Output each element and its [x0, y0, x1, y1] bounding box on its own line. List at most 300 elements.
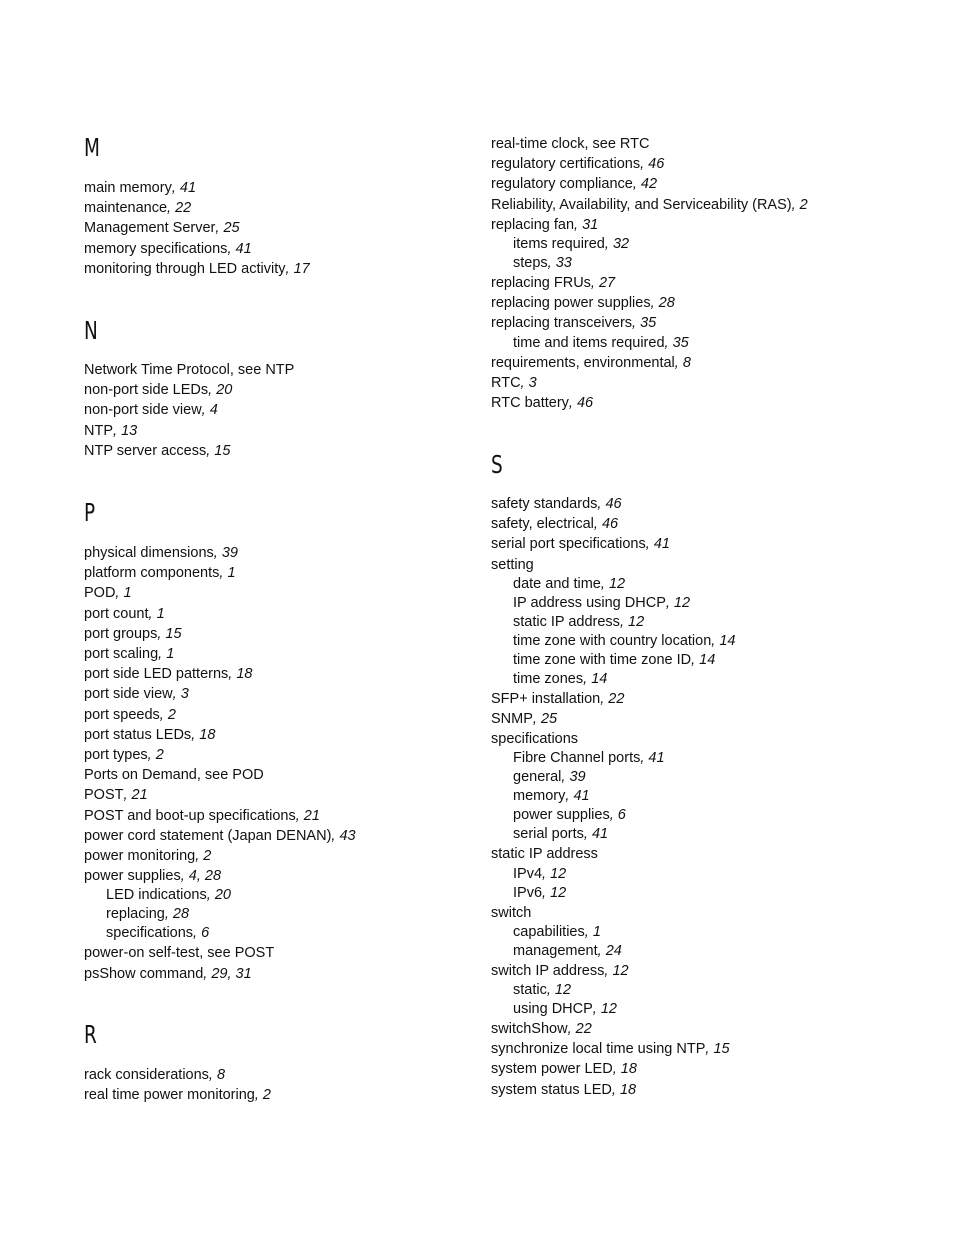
page-reference-link[interactable]: 20	[214, 887, 231, 904]
index-separator: ,	[228, 666, 237, 683]
index-separator: ,	[640, 156, 649, 173]
page-reference-link[interactable]: 43	[339, 827, 356, 844]
index-separator: ,	[158, 646, 167, 663]
index-separator: ,	[171, 180, 180, 196]
index-subentry	[491, 632, 735, 651]
page-reference-link[interactable]: 41	[573, 788, 590, 805]
index-entry	[84, 360, 294, 380]
index-term: power-on self-test, see POST	[84, 945, 275, 962]
index-separator: ,	[208, 1067, 217, 1083]
page-reference-link[interactable]: 41	[179, 180, 197, 196]
page-reference-link[interactable]: 12	[550, 865, 567, 882]
index-separator: ,	[612, 1061, 621, 1078]
page-reference-link[interactable]: 18	[199, 726, 216, 743]
index-term: steps	[513, 255, 548, 272]
index-separator: ,	[113, 422, 122, 439]
page-reference-link[interactable]: 39	[569, 769, 586, 786]
index-separator: ,	[542, 865, 551, 882]
index-separator: ,	[583, 670, 592, 687]
index-term: replacing FRUs	[491, 275, 591, 292]
page-reference-link[interactable]: 29, 31	[211, 965, 252, 982]
index-term: IPv4	[513, 865, 543, 882]
index-separator: ,	[193, 925, 202, 942]
index-separator: ,	[115, 585, 124, 602]
index-separator: ,	[619, 613, 628, 630]
index-entry	[84, 745, 356, 765]
index-entry	[84, 866, 356, 886]
index-term: physical dimensions	[84, 545, 214, 561]
index-term: capabilities	[513, 923, 585, 940]
index-separator: ,	[705, 1041, 714, 1058]
page-reference-link[interactable]: 28	[658, 295, 675, 312]
index-term: Fibre Channel ports	[513, 750, 641, 767]
index-separator: ,	[609, 807, 618, 824]
page-reference-link[interactable]: 27	[598, 275, 616, 292]
index-term: real-time clock, see RTC	[491, 136, 650, 152]
index-separator: ,	[219, 565, 228, 582]
index-separator: ,	[574, 216, 583, 233]
index-entry	[491, 1019, 735, 1039]
page-reference-link[interactable]: 12	[612, 962, 629, 979]
page-reference-link[interactable]: 14	[591, 670, 608, 687]
index-separator: ,	[203, 965, 212, 982]
index-subentry	[491, 787, 735, 806]
index-term: using DHCP	[513, 1001, 593, 1018]
index-term: system power LED	[491, 1061, 613, 1078]
index-term: regulatory certifications	[491, 156, 641, 173]
page-reference-link[interactable]: 39	[221, 545, 238, 561]
page-reference-link[interactable]: 41	[653, 536, 670, 553]
page-reference-link[interactable]: 22	[575, 1021, 592, 1038]
index-separator: ,	[542, 884, 551, 901]
index-term: Management Server	[84, 220, 216, 237]
section-letter-p: P	[84, 498, 96, 527]
page-reference-link[interactable]: 2	[262, 1087, 271, 1104]
index-entry	[491, 1059, 735, 1079]
page-reference-link[interactable]: 1	[156, 605, 165, 622]
index-term: safety, electrical	[491, 516, 594, 533]
index-separator: ,	[600, 690, 609, 707]
index-entry	[491, 393, 808, 413]
index-separator: ,	[600, 575, 609, 592]
index-term: static IP address	[513, 613, 620, 630]
index-separator: ,	[546, 982, 555, 999]
index-separator: ,	[665, 594, 674, 611]
index-subentry	[84, 924, 356, 943]
index-term: main memory	[84, 180, 172, 196]
index-term: port side LED patterns	[84, 666, 229, 683]
index-entry	[491, 373, 808, 393]
page-reference-link[interactable]: 2	[203, 848, 212, 865]
index-subentry	[491, 334, 808, 353]
index-term: NTP server access	[84, 442, 207, 459]
page-reference-link[interactable]: 18	[236, 666, 253, 683]
page-reference-link[interactable]: 33	[555, 255, 572, 272]
index-term: non-port side view	[84, 402, 202, 419]
index-entry	[84, 806, 356, 826]
index-entry	[491, 689, 735, 709]
index-subentry	[491, 825, 735, 844]
index-entry	[84, 765, 356, 785]
index-term: platform components	[84, 565, 220, 582]
index-subentry	[84, 886, 356, 905]
section-letter-n: N	[84, 316, 98, 345]
index-entry	[84, 725, 356, 745]
index-term: port types	[84, 747, 148, 764]
page-reference-link[interactable]: 41	[235, 240, 252, 257]
index-term: SFP+ installation	[491, 690, 601, 707]
index-separator: ,	[285, 260, 294, 277]
index-term: port groups	[84, 625, 158, 642]
index-entry	[84, 543, 356, 563]
page-reference-link[interactable]: 25	[540, 711, 558, 728]
index-entry	[491, 154, 808, 174]
index-term: specifications	[491, 731, 579, 748]
index-entry	[84, 380, 294, 400]
index-entry	[491, 1039, 735, 1059]
index-term: system status LED	[491, 1081, 612, 1098]
page-reference-link[interactable]: 15	[165, 625, 182, 642]
page-reference-link[interactable]: 21	[303, 807, 320, 824]
index-term: power supplies	[84, 868, 181, 885]
page-reference-link[interactable]: 46	[576, 395, 594, 412]
index-separator: ,	[254, 1087, 263, 1104]
index-separator: ,	[159, 706, 168, 723]
index-entry	[491, 844, 735, 864]
index-entry	[491, 903, 735, 923]
index-separator: ,	[167, 200, 176, 217]
index-separator: ,	[206, 887, 215, 904]
index-term: power monitoring	[84, 848, 196, 865]
index-term: POST and boot-up specifications	[84, 807, 296, 824]
index-term: specifications	[106, 925, 194, 942]
index-entry	[84, 400, 294, 420]
page-reference-link[interactable]: 6	[201, 925, 210, 942]
index-entry	[491, 134, 808, 154]
page-reference-link[interactable]: 8	[216, 1067, 226, 1083]
page-reference-link[interactable]: 17	[293, 260, 310, 277]
index-term: port scaling	[84, 646, 159, 663]
index-separator: ,	[584, 923, 593, 940]
page-reference-link[interactable]: 14	[719, 632, 736, 649]
index-separator: ,	[331, 827, 340, 844]
page-reference-link[interactable]: 2	[799, 196, 808, 213]
index-separator: ,	[611, 1081, 620, 1098]
index-entry	[84, 943, 356, 963]
index-subentry	[491, 613, 735, 632]
index-term: serial ports	[513, 826, 584, 843]
index-entry	[84, 178, 310, 198]
index-separator: ,	[295, 807, 304, 824]
index-term: static	[513, 982, 547, 999]
index-separator: ,	[604, 962, 613, 979]
index-separator: ,	[147, 747, 156, 764]
index-term: IP address using DHCP	[513, 594, 666, 611]
page-reference-link[interactable]: 32	[612, 236, 630, 253]
index-term: SNMP	[491, 711, 533, 728]
page-reference-link[interactable]: 3	[180, 686, 189, 703]
index-entry	[491, 961, 735, 981]
index-term: time zone with time zone ID	[513, 651, 692, 668]
index-separator: ,	[520, 374, 529, 391]
index-term: switchShow	[491, 1021, 568, 1038]
index-separator: ,	[191, 726, 200, 743]
page-reference-link[interactable]: 12	[600, 1001, 617, 1018]
page-reference-link[interactable]: 41	[648, 750, 665, 767]
index-term: IPv6	[513, 884, 543, 901]
section-r-continued-entries	[491, 134, 808, 413]
index-entry	[84, 664, 356, 684]
index-separator: ,	[561, 769, 570, 786]
index-entry	[84, 441, 294, 461]
index-separator: ,	[597, 496, 606, 512]
section-s-entries	[491, 494, 735, 1100]
page-reference-link[interactable]: 46	[648, 156, 665, 173]
index-entry	[84, 624, 356, 644]
page-reference-link[interactable]: 13	[121, 422, 138, 439]
index-separator: ,	[532, 711, 541, 728]
index-entry	[84, 684, 356, 704]
index-term: time zones	[513, 670, 584, 687]
index-separator: ,	[592, 1001, 601, 1018]
page-reference-link[interactable]: 46	[601, 516, 619, 533]
index-entry	[84, 785, 356, 805]
index-separator: ,	[201, 402, 210, 419]
index-term: replacing power supplies	[491, 295, 651, 312]
index-separator: ,	[568, 395, 577, 412]
index-entry	[491, 215, 808, 235]
index-entry	[491, 174, 808, 194]
page-reference-link[interactable]: 35	[672, 334, 689, 351]
page-reference-link[interactable]: 4	[209, 402, 218, 419]
index-term: replacing fan	[491, 216, 575, 233]
index-separator: ,	[567, 1021, 576, 1038]
index-separator: ,	[597, 942, 606, 959]
index-term: monitoring through LED activity	[84, 260, 286, 277]
index-entry	[84, 218, 310, 238]
page-reference-link[interactable]: 35	[640, 315, 657, 332]
index-separator: ,	[664, 334, 673, 351]
index-term: static IP address	[491, 846, 598, 863]
index-entry	[84, 705, 356, 725]
index-term: Ports on Demand, see POD	[84, 767, 264, 784]
page-reference-link[interactable]: 12	[673, 594, 691, 611]
index-term: regulatory compliance	[491, 176, 633, 193]
index-subentry	[491, 942, 735, 961]
index-term: date and time	[513, 575, 601, 592]
index-subentry	[491, 575, 735, 594]
page-reference-link[interactable]: 41	[591, 826, 609, 843]
page-reference-link[interactable]: 1	[123, 585, 132, 602]
index-term: power supplies	[513, 807, 610, 824]
section-m-entries	[84, 178, 310, 279]
index-entry	[84, 604, 356, 624]
index-term: LED indications	[106, 887, 207, 904]
index-term: management	[513, 942, 598, 959]
index-subentry	[491, 235, 808, 254]
index-entry	[84, 421, 294, 441]
index-entry	[491, 353, 808, 373]
page-reference-link[interactable]: 4, 28	[188, 868, 222, 885]
page-reference-link[interactable]: 22	[175, 200, 192, 217]
page-reference-link[interactable]: 12	[554, 982, 572, 999]
section-n-entries	[84, 360, 294, 461]
index-separator: ,	[604, 236, 613, 253]
index-separator: ,	[208, 382, 217, 399]
index-separator: ,	[123, 787, 132, 804]
index-term: real time power monitoring	[84, 1087, 255, 1104]
section-letter-s: S	[491, 450, 503, 479]
index-separator: ,	[195, 848, 204, 865]
page-reference-link[interactable]: 20	[216, 382, 233, 399]
page-reference-link[interactable]: 18	[619, 1081, 637, 1098]
index-entry	[84, 563, 356, 583]
index-entry	[84, 964, 356, 984]
index-separator: ,	[164, 906, 173, 923]
index-term: RTC	[491, 374, 521, 391]
index-term: port status LEDs	[84, 726, 192, 743]
page-reference-link[interactable]: 21	[131, 787, 148, 804]
index-term: power cord statement (Japan DENAN)	[84, 827, 332, 844]
index-subentry	[491, 749, 735, 768]
index-term: serial port specifications	[491, 536, 646, 553]
index-term: RTC battery	[491, 395, 569, 412]
page-reference-link[interactable]: 18	[620, 1061, 637, 1078]
index-entry	[491, 729, 735, 749]
index-separator: ,	[791, 196, 800, 213]
index-entry	[491, 555, 735, 575]
page-reference-link[interactable]: 15	[214, 442, 231, 459]
index-separator: ,	[650, 295, 659, 312]
section-letter-m: M	[84, 133, 100, 162]
index-term: non-port side LEDs	[84, 382, 209, 399]
index-subentry	[491, 651, 735, 670]
index-term: NTP	[84, 422, 113, 439]
index-entry	[491, 293, 808, 313]
index-separator: ,	[645, 536, 654, 553]
index-term: memory	[513, 788, 566, 805]
index-entry	[84, 1065, 271, 1085]
page-reference-link[interactable]: 1	[166, 646, 175, 663]
index-entry	[491, 273, 808, 293]
index-entry	[84, 1085, 271, 1105]
page-reference-link[interactable]: 12	[550, 884, 567, 901]
index-entry	[491, 195, 808, 215]
index-term: replacing	[106, 906, 165, 923]
page-reference-link[interactable]: 46	[605, 496, 622, 512]
page-reference-link[interactable]: 1	[592, 923, 601, 940]
page-reference-link[interactable]: 2	[167, 706, 176, 723]
index-term: setting	[491, 556, 534, 573]
index-subentry	[491, 806, 735, 825]
index-term: switch	[491, 904, 532, 921]
index-entry	[491, 1080, 735, 1100]
index-subentry	[491, 981, 735, 1000]
page-reference-link[interactable]: 25	[223, 220, 240, 237]
page-reference-link[interactable]: 22	[608, 690, 625, 707]
index-term: items required	[513, 236, 605, 253]
index-subentry	[491, 254, 808, 273]
page-reference-link[interactable]: 3	[528, 374, 537, 391]
index-entry	[491, 709, 735, 729]
page-reference-link[interactable]: 1	[227, 565, 236, 582]
index-term: port count	[84, 605, 149, 622]
index-term: POST	[84, 787, 124, 804]
index-subentry	[491, 884, 735, 903]
index-separator: ,	[213, 545, 222, 561]
index-term: Reliability, Availability, and Serviceability (RAS)	[491, 196, 792, 213]
index-subentry	[491, 1000, 735, 1019]
index-term: memory specifications	[84, 240, 228, 257]
index-entry	[491, 313, 808, 333]
index-term: synchronize local time using NTP	[491, 1041, 706, 1058]
index-separator: ,	[691, 651, 700, 668]
index-term: time zone with country location	[513, 632, 712, 649]
index-separator: ,	[172, 686, 181, 703]
index-separator: ,	[565, 788, 574, 805]
index-entry	[491, 494, 735, 514]
index-term: Network Time Protocol, see NTP	[84, 362, 295, 378]
index-entry	[491, 514, 735, 534]
index-term: port speeds	[84, 706, 160, 723]
index-term: port side view	[84, 686, 173, 703]
index-separator: ,	[180, 868, 189, 885]
page-reference-link[interactable]: 14	[699, 651, 716, 668]
page-reference-link[interactable]: 28	[172, 906, 190, 923]
index-term: rack considerations	[84, 1067, 209, 1083]
index-term: maintenance	[84, 200, 168, 217]
index-separator: ,	[640, 750, 649, 767]
index-entry	[84, 259, 310, 279]
page-reference-link[interactable]: 42	[640, 176, 658, 193]
section-letter-r: R	[84, 1020, 97, 1049]
section-p-entries	[84, 543, 356, 984]
index-term: switch IP address	[491, 962, 605, 979]
index-separator: ,	[547, 255, 556, 272]
index-separator: ,	[583, 826, 592, 843]
index-entry	[491, 534, 735, 554]
index-entry	[84, 644, 356, 664]
index-term: POD	[84, 585, 116, 602]
index-separator: ,	[206, 442, 215, 459]
index-term: safety standards	[491, 496, 598, 512]
page-reference-link[interactable]: 12	[628, 613, 645, 630]
index-separator: ,	[632, 176, 641, 193]
index-separator: ,	[632, 315, 641, 332]
page-reference-link[interactable]: 6	[617, 807, 626, 824]
index-separator: ,	[674, 354, 683, 371]
index-entry	[84, 846, 356, 866]
page-reference-link[interactable]: 2	[155, 747, 164, 764]
page-reference-link[interactable]: 8	[682, 354, 691, 371]
index-term: time and items required	[513, 334, 665, 351]
page-reference-link[interactable]: 12	[608, 575, 626, 592]
index-subentry	[84, 905, 356, 924]
index-entry	[84, 826, 356, 846]
index-entry	[84, 583, 356, 603]
index-separator: ,	[157, 625, 166, 642]
index-subentry	[491, 923, 735, 942]
index-term: general	[513, 769, 562, 786]
index-term: psShow command	[84, 965, 204, 982]
page-reference-link[interactable]: 15	[713, 1041, 730, 1058]
page-reference-link[interactable]: 24	[605, 942, 622, 959]
index-entry	[84, 198, 310, 218]
page-reference-link[interactable]: 31	[582, 216, 599, 233]
index-subentry	[491, 670, 735, 689]
index-separator: ,	[227, 240, 236, 257]
index-subentry	[491, 865, 735, 884]
